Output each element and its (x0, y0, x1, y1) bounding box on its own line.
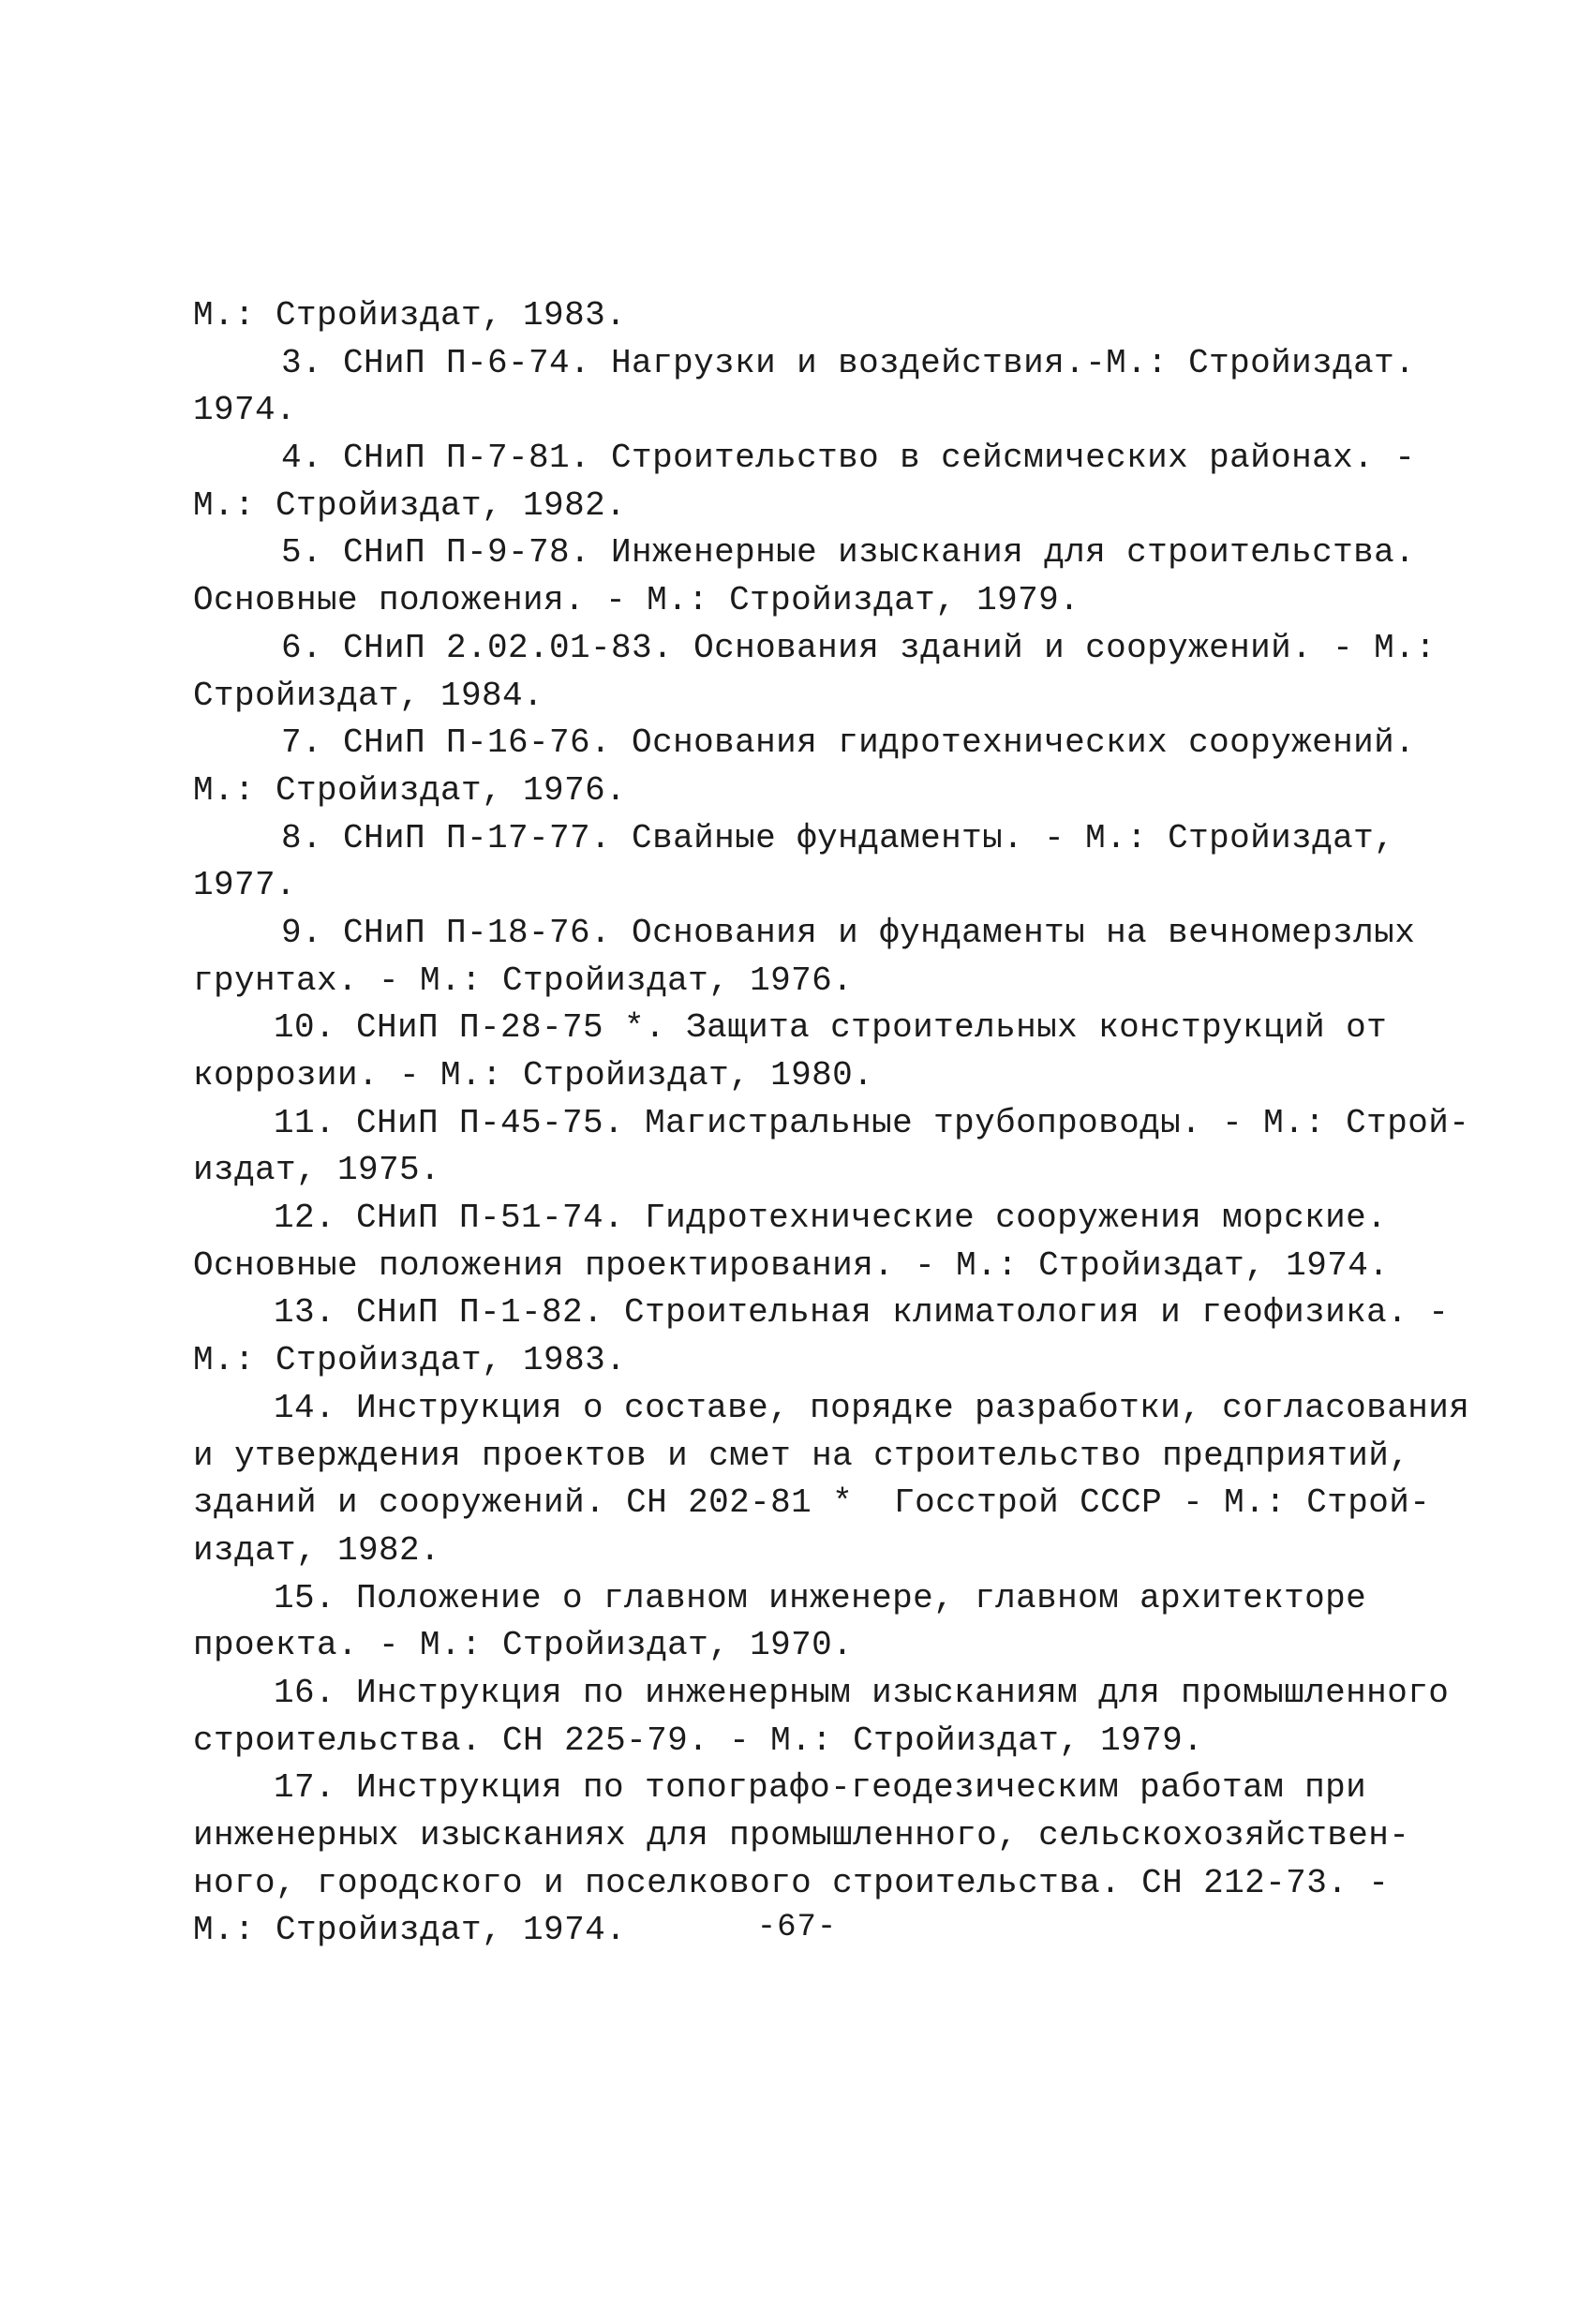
reference-16-cont: строительства. СН 225-79. - М.: Стройиздат, 1979. (193, 1721, 1204, 1760)
reference-11-start: 11. СНиП П-45-75. Магистральные трубопроводы. - М.: Строй- (274, 1103, 1470, 1142)
reference-14-cont-3: издат, 1982. (193, 1530, 441, 1570)
reference-14-start: 14. Инструкция о составе, порядке разработки, согласования (274, 1388, 1470, 1427)
reference-9-cont: грунтах. - М.: Стройиздат, 1976. (193, 961, 854, 1000)
reference-9-start: 9. СНиП П-18-76. Основания и фундаменты на вечномерзлых (281, 913, 1416, 952)
reference-17-cont-2: ного, городского и поселкового строительства. СН 212-73. - (193, 1863, 1390, 1902)
page-number: -67- (756, 1910, 838, 1945)
reference-4-start: 4. СНиП П-7-81. Строительство в сейсмических районах. - (281, 439, 1416, 478)
reference-17-cont-3: М.: Стройиздат, 1974. (193, 1911, 627, 1950)
reference-17-start: 17. Инструкция по топографо-геодезическим работам при (274, 1768, 1367, 1808)
reference-12-cont: Основные положения проектирования. - М.: Стройиздат, 1974. (193, 1245, 1390, 1285)
reference-3-start: 3. СНиП П-6-74. Нагрузки и воздействия.-М.: Стройиздат. (281, 343, 1416, 382)
reference-15-cont: проекта. - М.: Стройиздат, 1970. (193, 1626, 854, 1665)
reference-5-cont: Основные положения. - М.: Стройиздат, 1979. (193, 581, 1080, 620)
reference-6-cont: Стройиздат, 1984. (193, 676, 544, 715)
reference-5-start: 5. СНиП П-9-78. Инженерные изыскания для строительства. (281, 533, 1416, 573)
reference-3-cont: 1974. (193, 391, 297, 430)
reference-7-start: 7. СНиП П-16-76. Основания гидротехнических сооружений. (281, 723, 1416, 763)
reference-10-cont: коррозии. - М.: Стройиздат, 1980. (193, 1056, 874, 1095)
reference-7-cont: М.: Стройиздат, 1976. (193, 770, 627, 810)
reference-8-start: 8. СНиП П-17-77. Свайные фундаменты. - М.: Стройиздат, (281, 818, 1395, 857)
reference-4-cont: М.: Стройиздат, 1982. (193, 485, 627, 525)
references-list (193, 292, 1470, 1955)
reference-17-cont-1: инженерных изысканиях для промышленного, сельскохозяйствен- (193, 1816, 1410, 1855)
reference-15-start: 15. Положение о главном инженере, главном архитекторе (274, 1578, 1367, 1617)
reference-6-start: 6. СНиП 2.02.01-83. Основания зданий и сооружений. - М.: (281, 628, 1437, 667)
text-line-1: М.: Стройиздат, 1983. (193, 296, 627, 335)
reference-13-cont: М.: Стройиздат, 1983. (193, 1341, 627, 1380)
reference-14-cont-1: и утверждения проектов и смет на строительство предприятий, (193, 1436, 1410, 1475)
reference-10-start: 10. СНиП П-28-75 *. Защита строительных конструкций от (274, 1008, 1388, 1048)
reference-16-start: 16. Инструкция по инженерным изысканиям для промышленного (274, 1673, 1450, 1712)
reference-14-cont-2: зданий и сооружений. СН 202-81 * Госстрой СССР - М.: Строй- (193, 1483, 1431, 1523)
reference-11-cont: издат, 1975. (193, 1151, 441, 1190)
reference-8-cont: 1977. (193, 866, 297, 905)
reference-12-start: 12. СНиП П-51-74. Гидротехнические сооружения морские. (274, 1199, 1388, 1238)
reference-13-start: 13. СНиП П-1-82. Строительная климатология и геофизика. - (274, 1293, 1450, 1333)
